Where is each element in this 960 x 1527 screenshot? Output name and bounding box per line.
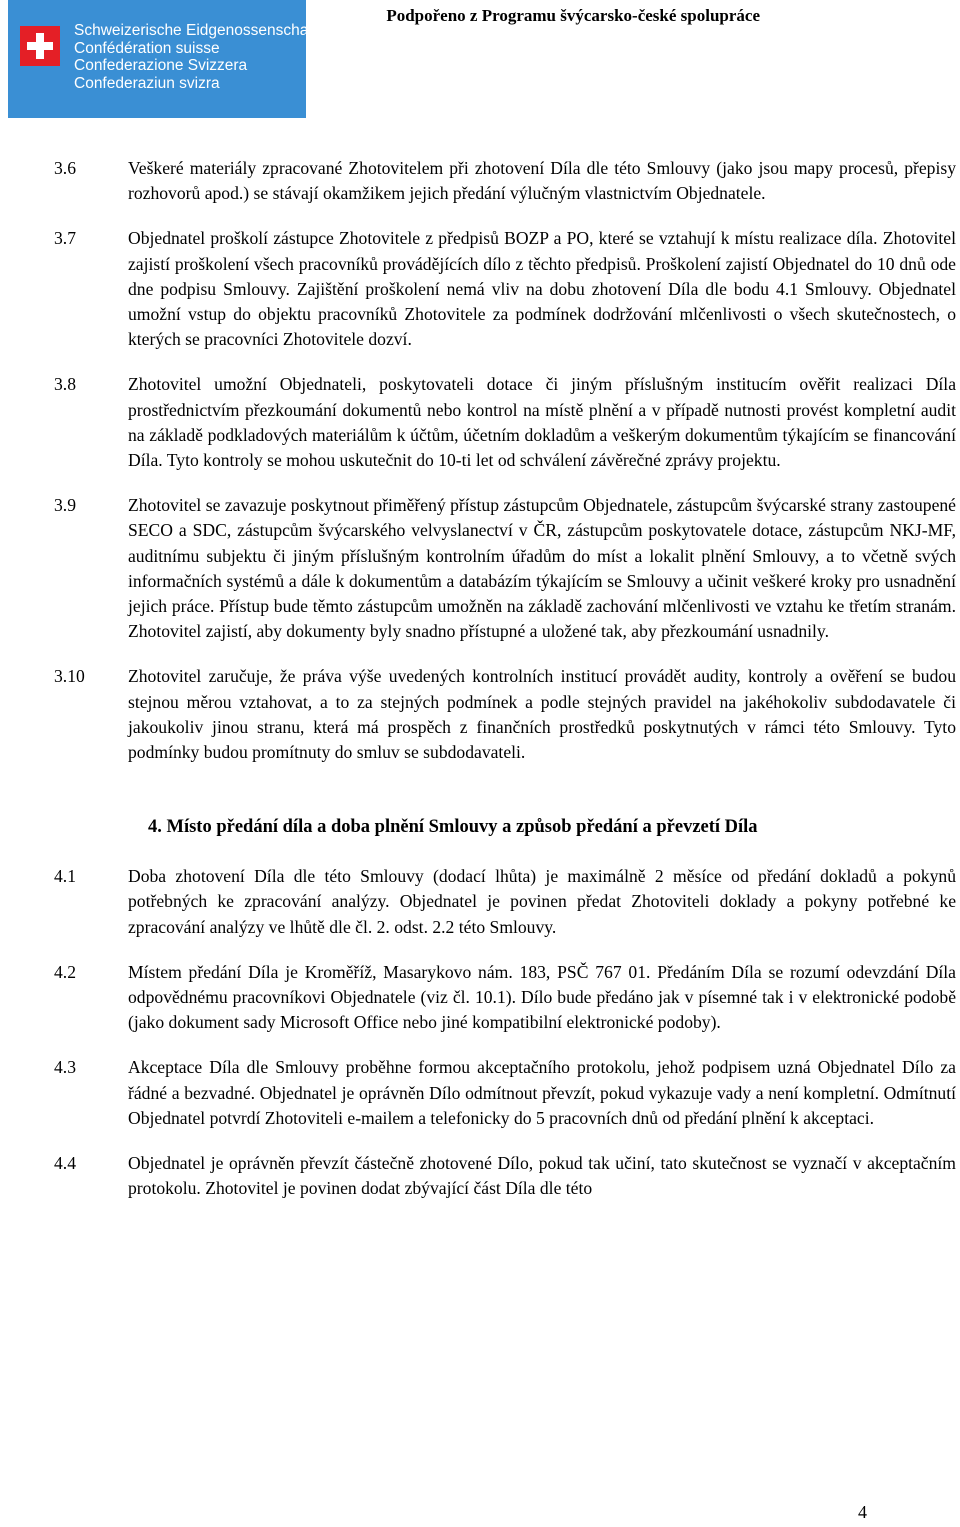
clause-text: Veškeré materiály zpracované Zhotovitelem při zhotovení Díla dle této Smlouvy (jako jsou mapy procesů, přepisy rozhovorů apod.) se stávají okamžikem jejich předání výlučným vlastnictvím Objednatele. — [128, 158, 956, 204]
logo-line: Confederaziun svizra — [74, 74, 220, 92]
support-header: Podpořeno z Programu švýcarsko-české spolupráce — [386, 6, 760, 25]
logo-text — [74, 22, 317, 92]
section-heading: 4. Místo předání díla a doba plnění Smlouvy a způsob předání a převzetí Díla — [148, 817, 758, 838]
clause-text: Zhotovitel umožní Objednateli, poskytovateli dotace či jiným příslušným institucím ověřit realizaci Díla prostřednictvím přezkoumání dokumentů nebo kontrol na místě plnění a v případě nutnosti provést kompletní audit na základě podkladových materiálům k účtům, účetním dokladům a veškerým dokumentům týkajícím se financování Díla. Tyto kontroly se mohou uskutečnit do 10-ti let od schválení závěrečné zprávy projektu. — [128, 374, 956, 471]
swiss-confederation-logo — [8, 0, 317, 118]
clause-text: Akceptace Díla dle Smlouvy proběhne formou akceptačního protokolu, jehož podpisem uzná Objednatel Dílo za řádné a bezvadné. Objednatel je oprávněn Dílo odmítnout převzít, pokud vykazuje vady a není kompletní. Odmítnutí Objednatel potvrdí Zhotoviteli e-mailem a telefonicky do 5 pracovních dnů od předání plnění k akceptaci. — [128, 1057, 956, 1128]
clause-number: 4.2 — [54, 961, 76, 982]
clause-number: 4.4 — [54, 1153, 76, 1174]
clause-3-6 — [54, 156, 956, 206]
clause-text: Doba zhotovení Díla dle této Smlouvy (dodací lhůta) je maximálně 2 měsíce od předání dokladů a pokynů potřebných ke zpracování analýzy. Objednatel je povinen předat Zhotoviteli doklady a pokyny potřebné ke zpracování analýzy ve lhůtě dle čl. 2. odst. 2.2 této Smlouvy. — [128, 866, 956, 937]
document-body — [54, 156, 956, 1222]
logo-line: Confédération suisse — [74, 39, 220, 57]
clause-3-7 — [54, 226, 956, 352]
clause-text: Objednatel proškolí zástupce Zhotovitele z předpisů BOZP a PO, které se vztahují k místu realizace díla. Zhotovitel zajistí proškolení všech pracovníků provádějících dílo z těchto předpisů. Proškolení zajistí Objednatel do 10 dnů ode dne podpisu Smlouvy. Zajištění proškolení nemá vliv na dobu zhotovení Díla dle bodu 4.1 Smlouvy. Objednatel umožní vstup do objektu pracovníků Zhotovitele za podmínek dodržování mlčenlivosti o všech skutečnostech, o kterých se pracovníci Zhotovitele dozví. — [128, 228, 956, 350]
clause-text: Zhotovitel zaručuje, že práva výše uvedených kontrolních institucí provádět audity, kontroly a ověření se budou stejnou měrou vztahovat, a to za stejných podmínek a podle stejných pravidel na jakéhokoliv subdodavatele či jakoukoliv jinou stranu, která má prospěch z finančních prostředků poskytnutých v rámci této Smlouvy. Tyto podmínky budou promítnuty do smluv se subdodavateli. — [128, 666, 956, 763]
clause-number: 3.10 — [54, 666, 85, 687]
clause-3-8 — [54, 372, 956, 473]
clause-number: 3.6 — [54, 158, 76, 178]
clause-text: Zhotovitel se zavazuje poskytnout přiměřený přístup zástupcům Objednatele, zástupcům švýcarské strany zastoupené SECO a SDC, zástupcům švýcarského velvyslanectví v ČR, zástupcům poskytovatele dotace, zástupcům NKJ-MF, auditnímu subjektu či jiným příslušným kontrolním úřadům do míst a lokalit plnění Smlouvy, a to včetně svých informačních systémů a dále k dokumentům a databázím týkajícím se Smlouvy a učinit veškeré kroky pro usnadnění jejich práce. Přístup bude těmto zástupcům umožněn na základě zachování mlčenlivosti ve vztahu ke třetím stranám. Zhotovitel zajistí, aby dokumenty byly snadno přístupné a uložené tak, aby přezkoumání usnadnily. — [128, 495, 956, 642]
clause-4-2 — [54, 960, 956, 1036]
clause-number: 3.9 — [54, 495, 76, 516]
clause-number: 3.7 — [54, 228, 76, 249]
clause-4-1 — [54, 864, 956, 940]
clause-text: Místem předání Díla je Kroměříž, Masarykovo nám. 183, PSČ 767 01. Předáním Díla se rozumí odevzdání Díla odpovědnému pracovníkovi Objednatele (viz čl. 10.1). Dílo bude předáno jak v písemné tak i v elektronické podobě (jako dokument sady Microsoft Office nebo jiné kompatibilní elektronické podoby). — [128, 961, 956, 1033]
clause-3-10 — [54, 664, 956, 765]
logo-line: Schweizerische Eidgenossenschaft — [74, 22, 317, 39]
clause-number: 4.3 — [54, 1057, 76, 1078]
clause-3-9 — [54, 493, 956, 644]
logo-line: Confederazione Svizzera — [74, 57, 248, 74]
clause-4-4 — [54, 1151, 956, 1201]
swiss-cross-icon — [20, 26, 60, 66]
page-number: 4 — [858, 1502, 867, 1522]
clause-number: 4.1 — [54, 866, 76, 887]
clause-number: 3.8 — [54, 374, 76, 395]
clause-4-3 — [54, 1055, 956, 1131]
clause-text: Objednatel je oprávněn převzít částečně zhotovené Dílo, pokud tak učiní, tato skutečnost se vyznačí v akceptačním protokolu. Zhotovitel je povinen dodat zbývající část Díla dle této — [128, 1153, 956, 1199]
